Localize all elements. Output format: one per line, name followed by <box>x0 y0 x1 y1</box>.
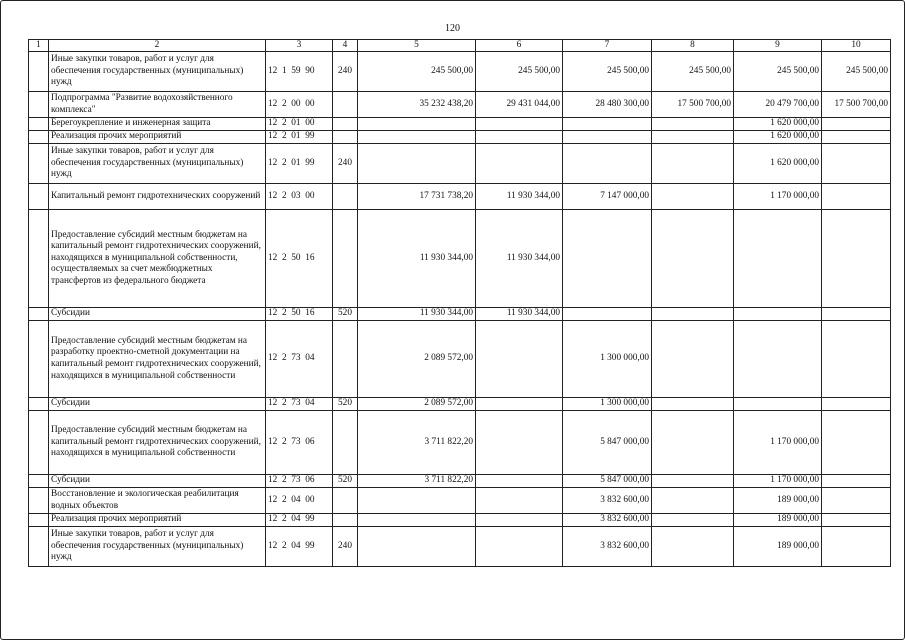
row-code: 12 2 04 99 <box>266 514 333 527</box>
row-value-col10 <box>822 118 891 131</box>
row-index-cell <box>29 118 49 131</box>
row-value-col6 <box>476 411 563 475</box>
row-index-cell <box>29 144 49 184</box>
row-value-col10: 17 500 700,00 <box>822 92 891 118</box>
row-code: 12 2 73 04 <box>266 321 333 398</box>
table-row <box>29 131 891 144</box>
row-value-col9: 189 000,00 <box>734 514 822 527</box>
row-name: Предоставление субсидий местным бюджетам на капитальный ремонт гидротехнических сооружений, находящихся в муниципальной собственности <box>49 411 266 475</box>
row-value-col7: 5 847 000,00 <box>563 411 652 475</box>
row-index-cell <box>29 184 49 210</box>
row-index-cell <box>29 514 49 527</box>
row-expense-type <box>333 131 358 144</box>
row-value-col7 <box>563 118 652 131</box>
row-value-col7: 3 832 600,00 <box>563 527 652 567</box>
row-index-cell <box>29 210 49 308</box>
row-index-cell <box>29 527 49 567</box>
row-expense-type <box>333 92 358 118</box>
column-header: 10 <box>822 40 891 52</box>
row-code: 12 2 01 00 <box>266 118 333 131</box>
row-value-col5 <box>358 144 476 184</box>
row-value-col5 <box>358 527 476 567</box>
table-row <box>29 184 891 210</box>
table-row <box>29 527 891 567</box>
row-value-col10 <box>822 321 891 398</box>
column-header: 9 <box>734 40 822 52</box>
row-value-col9 <box>734 308 822 321</box>
row-value-col5: 35 232 438,20 <box>358 92 476 118</box>
row-value-col6 <box>476 398 563 411</box>
table-row <box>29 92 891 118</box>
row-value-col9: 1 620 000,00 <box>734 118 822 131</box>
row-value-col9: 1 620 000,00 <box>734 144 822 184</box>
row-value-col7: 7 147 000,00 <box>563 184 652 210</box>
row-index-cell <box>29 131 49 144</box>
row-value-col7: 1 300 000,00 <box>563 321 652 398</box>
budget-table <box>28 39 891 567</box>
row-value-col8 <box>652 184 734 210</box>
row-index-cell <box>29 475 49 488</box>
table-body <box>29 52 891 567</box>
row-value-col5: 3 711 822,20 <box>358 475 476 488</box>
table-row <box>29 398 891 411</box>
row-value-col10 <box>822 131 891 144</box>
row-value-col6 <box>476 118 563 131</box>
row-value-col9: 189 000,00 <box>734 488 822 514</box>
row-name: Реализация прочих мероприятий <box>49 131 266 144</box>
row-code: 12 2 00 00 <box>266 92 333 118</box>
row-index-cell <box>29 308 49 321</box>
row-value-col8: 17 500 700,00 <box>652 92 734 118</box>
table-row <box>29 488 891 514</box>
row-index-cell <box>29 321 49 398</box>
row-code: 12 2 01 99 <box>266 131 333 144</box>
column-header: 6 <box>476 40 563 52</box>
table-row <box>29 475 891 488</box>
row-value-col7: 245 500,00 <box>563 52 652 92</box>
row-expense-type <box>333 210 358 308</box>
row-value-col10 <box>822 210 891 308</box>
row-value-col5: 2 089 572,00 <box>358 321 476 398</box>
row-value-col7 <box>563 131 652 144</box>
row-value-col8 <box>652 514 734 527</box>
row-code: 12 2 03 00 <box>266 184 333 210</box>
column-header: 5 <box>358 40 476 52</box>
row-expense-type <box>333 184 358 210</box>
row-expense-type: 520 <box>333 308 358 321</box>
row-value-col9 <box>734 210 822 308</box>
row-value-col6: 11 930 344,00 <box>476 210 563 308</box>
table-row <box>29 144 891 184</box>
table-row <box>29 308 891 321</box>
row-value-col10: 245 500,00 <box>822 52 891 92</box>
row-value-col10 <box>822 514 891 527</box>
row-value-col9: 245 500,00 <box>734 52 822 92</box>
row-value-col10 <box>822 184 891 210</box>
row-value-col8 <box>652 488 734 514</box>
row-value-col6 <box>476 475 563 488</box>
row-name: Иные закупки товаров, работ и услуг для обеспечения государственных (муниципальных) нужд <box>49 144 266 184</box>
row-name: Предоставление субсидий местным бюджетам на разработку проектно-сметной документации на капитальный ремонт гидротехнических сооружений, находящихся в муниципальной собственности <box>49 321 266 398</box>
row-value-col8: 245 500,00 <box>652 52 734 92</box>
row-name: Иные закупки товаров, работ и услуг для обеспечения государственных (муниципальных) нужд <box>49 52 266 92</box>
row-value-col6 <box>476 514 563 527</box>
row-name: Берегоукрепление и инженерная защита <box>49 118 266 131</box>
row-name: Субсидии <box>49 398 266 411</box>
table-row <box>29 411 891 475</box>
table-row <box>29 210 891 308</box>
row-expense-type: 240 <box>333 144 358 184</box>
row-value-col10 <box>822 144 891 184</box>
row-code: 12 1 59 90 <box>266 52 333 92</box>
row-value-col8 <box>652 411 734 475</box>
row-value-col10 <box>822 527 891 567</box>
row-code: 12 2 73 06 <box>266 475 333 488</box>
row-value-col8 <box>652 527 734 567</box>
column-header: 2 <box>49 40 266 52</box>
row-index-cell <box>29 488 49 514</box>
row-expense-type: 240 <box>333 52 358 92</box>
row-name: Реализация прочих мероприятий <box>49 514 266 527</box>
row-value-col10 <box>822 488 891 514</box>
row-expense-type: 520 <box>333 398 358 411</box>
row-expense-type <box>333 118 358 131</box>
row-value-col7: 3 832 600,00 <box>563 488 652 514</box>
row-value-col9: 20 479 700,00 <box>734 92 822 118</box>
row-name: Предоставление субсидий местным бюджетам на капитальный ремонт гидротехнических сооружений, находящихся в муниципальной собственности, осуществляемых за счет межбюджетных трансфертов из федерального бюджета <box>49 210 266 308</box>
row-value-col8 <box>652 475 734 488</box>
table-row <box>29 118 891 131</box>
row-name: Восстановление и экологическая реабилитация водных объектов <box>49 488 266 514</box>
row-value-col6 <box>476 321 563 398</box>
row-value-col8 <box>652 398 734 411</box>
row-value-col7: 3 832 600,00 <box>563 514 652 527</box>
row-index-cell <box>29 52 49 92</box>
column-header: 3 <box>266 40 333 52</box>
row-value-col6: 11 930 344,00 <box>476 308 563 321</box>
row-value-col10 <box>822 411 891 475</box>
column-header: 1 <box>29 40 49 52</box>
row-value-col8 <box>652 131 734 144</box>
row-code: 12 2 73 04 <box>266 398 333 411</box>
row-index-cell <box>29 398 49 411</box>
row-value-col7 <box>563 144 652 184</box>
row-value-col5: 3 711 822,20 <box>358 411 476 475</box>
row-value-col7: 28 480 300,00 <box>563 92 652 118</box>
row-name: Капитальный ремонт гидротехнических сооружений <box>49 184 266 210</box>
row-expense-type <box>333 321 358 398</box>
row-expense-type <box>333 488 358 514</box>
row-value-col5: 11 930 344,00 <box>358 308 476 321</box>
row-name: Субсидии <box>49 475 266 488</box>
row-value-col9: 1 170 000,00 <box>734 411 822 475</box>
row-value-col7: 1 300 000,00 <box>563 398 652 411</box>
row-value-col6 <box>476 527 563 567</box>
row-value-col5: 11 930 344,00 <box>358 210 476 308</box>
row-name: Иные закупки товаров, работ и услуг для обеспечения государственных (муниципальных) нужд <box>49 527 266 567</box>
row-value-col5 <box>358 131 476 144</box>
row-value-col7 <box>563 308 652 321</box>
column-header: 7 <box>563 40 652 52</box>
row-code: 12 2 01 99 <box>266 144 333 184</box>
row-code: 12 2 04 00 <box>266 488 333 514</box>
row-value-col9 <box>734 398 822 411</box>
row-value-col6: 245 500,00 <box>476 52 563 92</box>
row-value-col10 <box>822 475 891 488</box>
column-header: 8 <box>652 40 734 52</box>
row-value-col5 <box>358 118 476 131</box>
table-row <box>29 321 891 398</box>
row-value-col6: 29 431 044,00 <box>476 92 563 118</box>
row-expense-type: 520 <box>333 475 358 488</box>
row-code: 12 2 50 16 <box>266 210 333 308</box>
row-value-col10 <box>822 308 891 321</box>
row-code: 12 2 04 99 <box>266 527 333 567</box>
row-value-col6 <box>476 131 563 144</box>
row-value-col8 <box>652 321 734 398</box>
row-code: 12 2 73 06 <box>266 411 333 475</box>
row-value-col5 <box>358 488 476 514</box>
row-value-col10 <box>822 398 891 411</box>
row-value-col9: 1 620 000,00 <box>734 131 822 144</box>
table-row <box>29 52 891 92</box>
row-value-col7: 5 847 000,00 <box>563 475 652 488</box>
row-value-col9: 189 000,00 <box>734 527 822 567</box>
row-value-col7 <box>563 210 652 308</box>
row-value-col6 <box>476 144 563 184</box>
page-number: 120 <box>445 23 460 34</box>
row-value-col8 <box>652 144 734 184</box>
row-value-col6: 11 930 344,00 <box>476 184 563 210</box>
row-value-col8 <box>652 210 734 308</box>
row-name: Субсидии <box>49 308 266 321</box>
row-expense-type <box>333 411 358 475</box>
row-value-col5: 2 089 572,00 <box>358 398 476 411</box>
row-expense-type: 240 <box>333 527 358 567</box>
row-value-col9 <box>734 321 822 398</box>
row-index-cell <box>29 92 49 118</box>
row-value-col8 <box>652 118 734 131</box>
row-value-col6 <box>476 488 563 514</box>
row-value-col9: 1 170 000,00 <box>734 184 822 210</box>
row-value-col8 <box>652 308 734 321</box>
row-name: Подпрограмма "Развитие водохозяйственного комплекса" <box>49 92 266 118</box>
row-code: 12 2 50 16 <box>266 308 333 321</box>
row-value-col5: 245 500,00 <box>358 52 476 92</box>
row-value-col5: 17 731 738,20 <box>358 184 476 210</box>
table-row <box>29 514 891 527</box>
row-index-cell <box>29 411 49 475</box>
column-header: 4 <box>333 40 358 52</box>
row-value-col9: 1 170 000,00 <box>734 475 822 488</box>
header-row <box>29 40 891 52</box>
row-value-col5 <box>358 514 476 527</box>
row-expense-type <box>333 514 358 527</box>
